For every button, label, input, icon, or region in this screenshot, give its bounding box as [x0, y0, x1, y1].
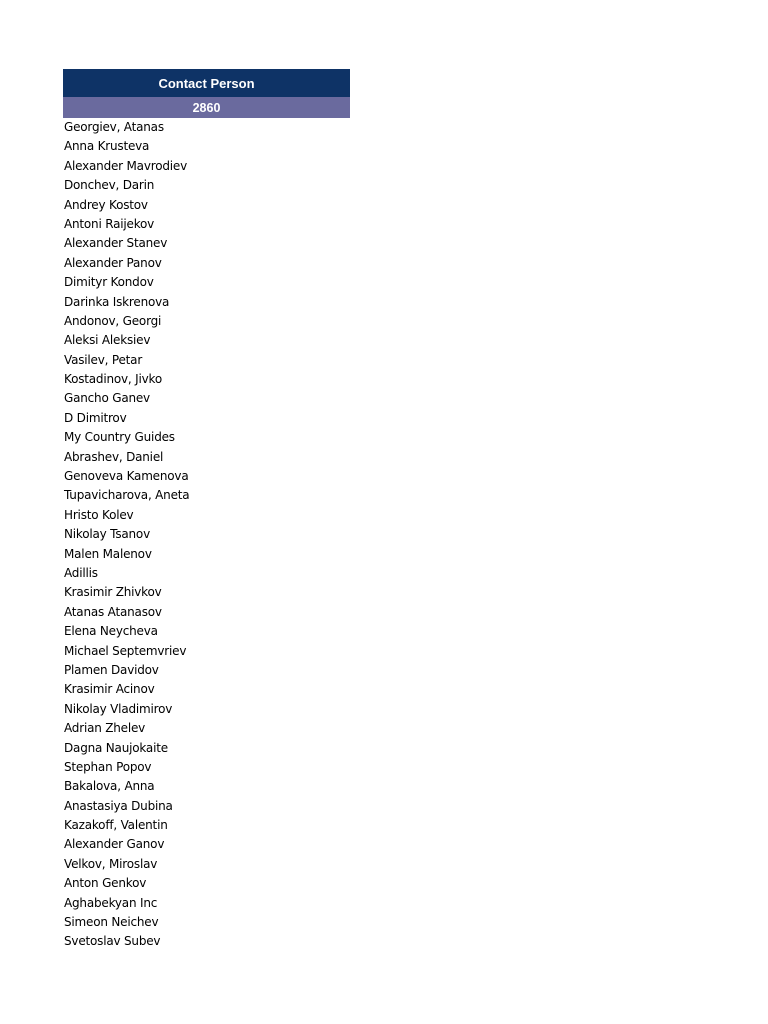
contact-row: Aghabekyan Inc: [64, 895, 158, 910]
contact-row: Andonov, Georgi: [64, 313, 162, 328]
contact-row: Velkov, Miroslav: [64, 856, 158, 871]
contact-row: Adrian Zhelev: [64, 721, 146, 736]
contact-row: Anton Genkov: [64, 876, 147, 891]
contact-row: Antoni Raijekov: [64, 216, 155, 231]
contact-row: My Country Guides: [64, 430, 175, 445]
contact-row: Vasilev, Petar: [64, 352, 143, 367]
contact-list: [63, 118, 350, 952]
contact-row: Abrashev, Daniel: [64, 449, 164, 464]
contact-row: Anna Krusteva: [64, 139, 150, 154]
contact-row: Krasimir Acinov: [64, 682, 155, 697]
contact-row: D Dimitrov: [64, 410, 127, 425]
contact-row: Nikolay Vladimirov: [64, 701, 173, 716]
contact-row: Bakalova, Anna: [64, 779, 155, 794]
contact-row: Elena Neycheva: [64, 624, 158, 639]
contact-row: Adillis: [64, 565, 98, 580]
contact-row: Georgiev, Atanas: [64, 120, 164, 134]
contact-table: [63, 69, 350, 952]
contact-row: Kazakoff, Valentin: [64, 818, 168, 833]
contact-row: Hristo Kolev: [64, 507, 134, 522]
contact-row: Gancho Ganev: [64, 391, 150, 406]
contact-row: Andrey Kostov: [64, 197, 148, 212]
contact-row: Dimityr Kondov: [64, 275, 154, 290]
column-header: Contact Person: [63, 69, 350, 97]
contact-row: Tupavicharova, Aneta: [64, 488, 190, 503]
contact-row: Atanas Atanasov: [64, 604, 162, 619]
contact-row: Stephan Popov: [64, 759, 152, 774]
contact-row: Alexander Mavrodiev: [64, 158, 187, 173]
contact-row: Darinka Iskrenova: [64, 294, 170, 309]
contact-row: Michael Septemvriev: [64, 643, 187, 658]
contact-row: Alexander Stanev: [64, 236, 168, 251]
contact-count: 2860: [63, 97, 350, 118]
contact-row: Simeon Neichev: [64, 915, 159, 930]
contact-row: Dagna Naujokaite: [64, 740, 168, 755]
contact-row: Plamen Davidov: [64, 662, 159, 677]
contact-row: Krasimir Zhivkov: [64, 585, 162, 600]
contact-row: Anastasiya Dubina: [64, 798, 173, 813]
contact-row: Donchev, Darin: [64, 178, 155, 193]
contact-row: Kostadinov, Jivko: [64, 372, 162, 387]
contact-row: Malen Malenov: [64, 546, 152, 561]
contact-row: Alexander Ganov: [64, 837, 165, 852]
contact-row: Aleksi Aleksiev: [64, 333, 151, 348]
contact-row: Nikolay Tsanov: [64, 527, 150, 542]
contact-row: Genoveva Kamenova: [64, 469, 189, 484]
contact-row: Svetoslav Subev: [64, 934, 161, 949]
contact-row: Alexander Panov: [64, 255, 162, 270]
